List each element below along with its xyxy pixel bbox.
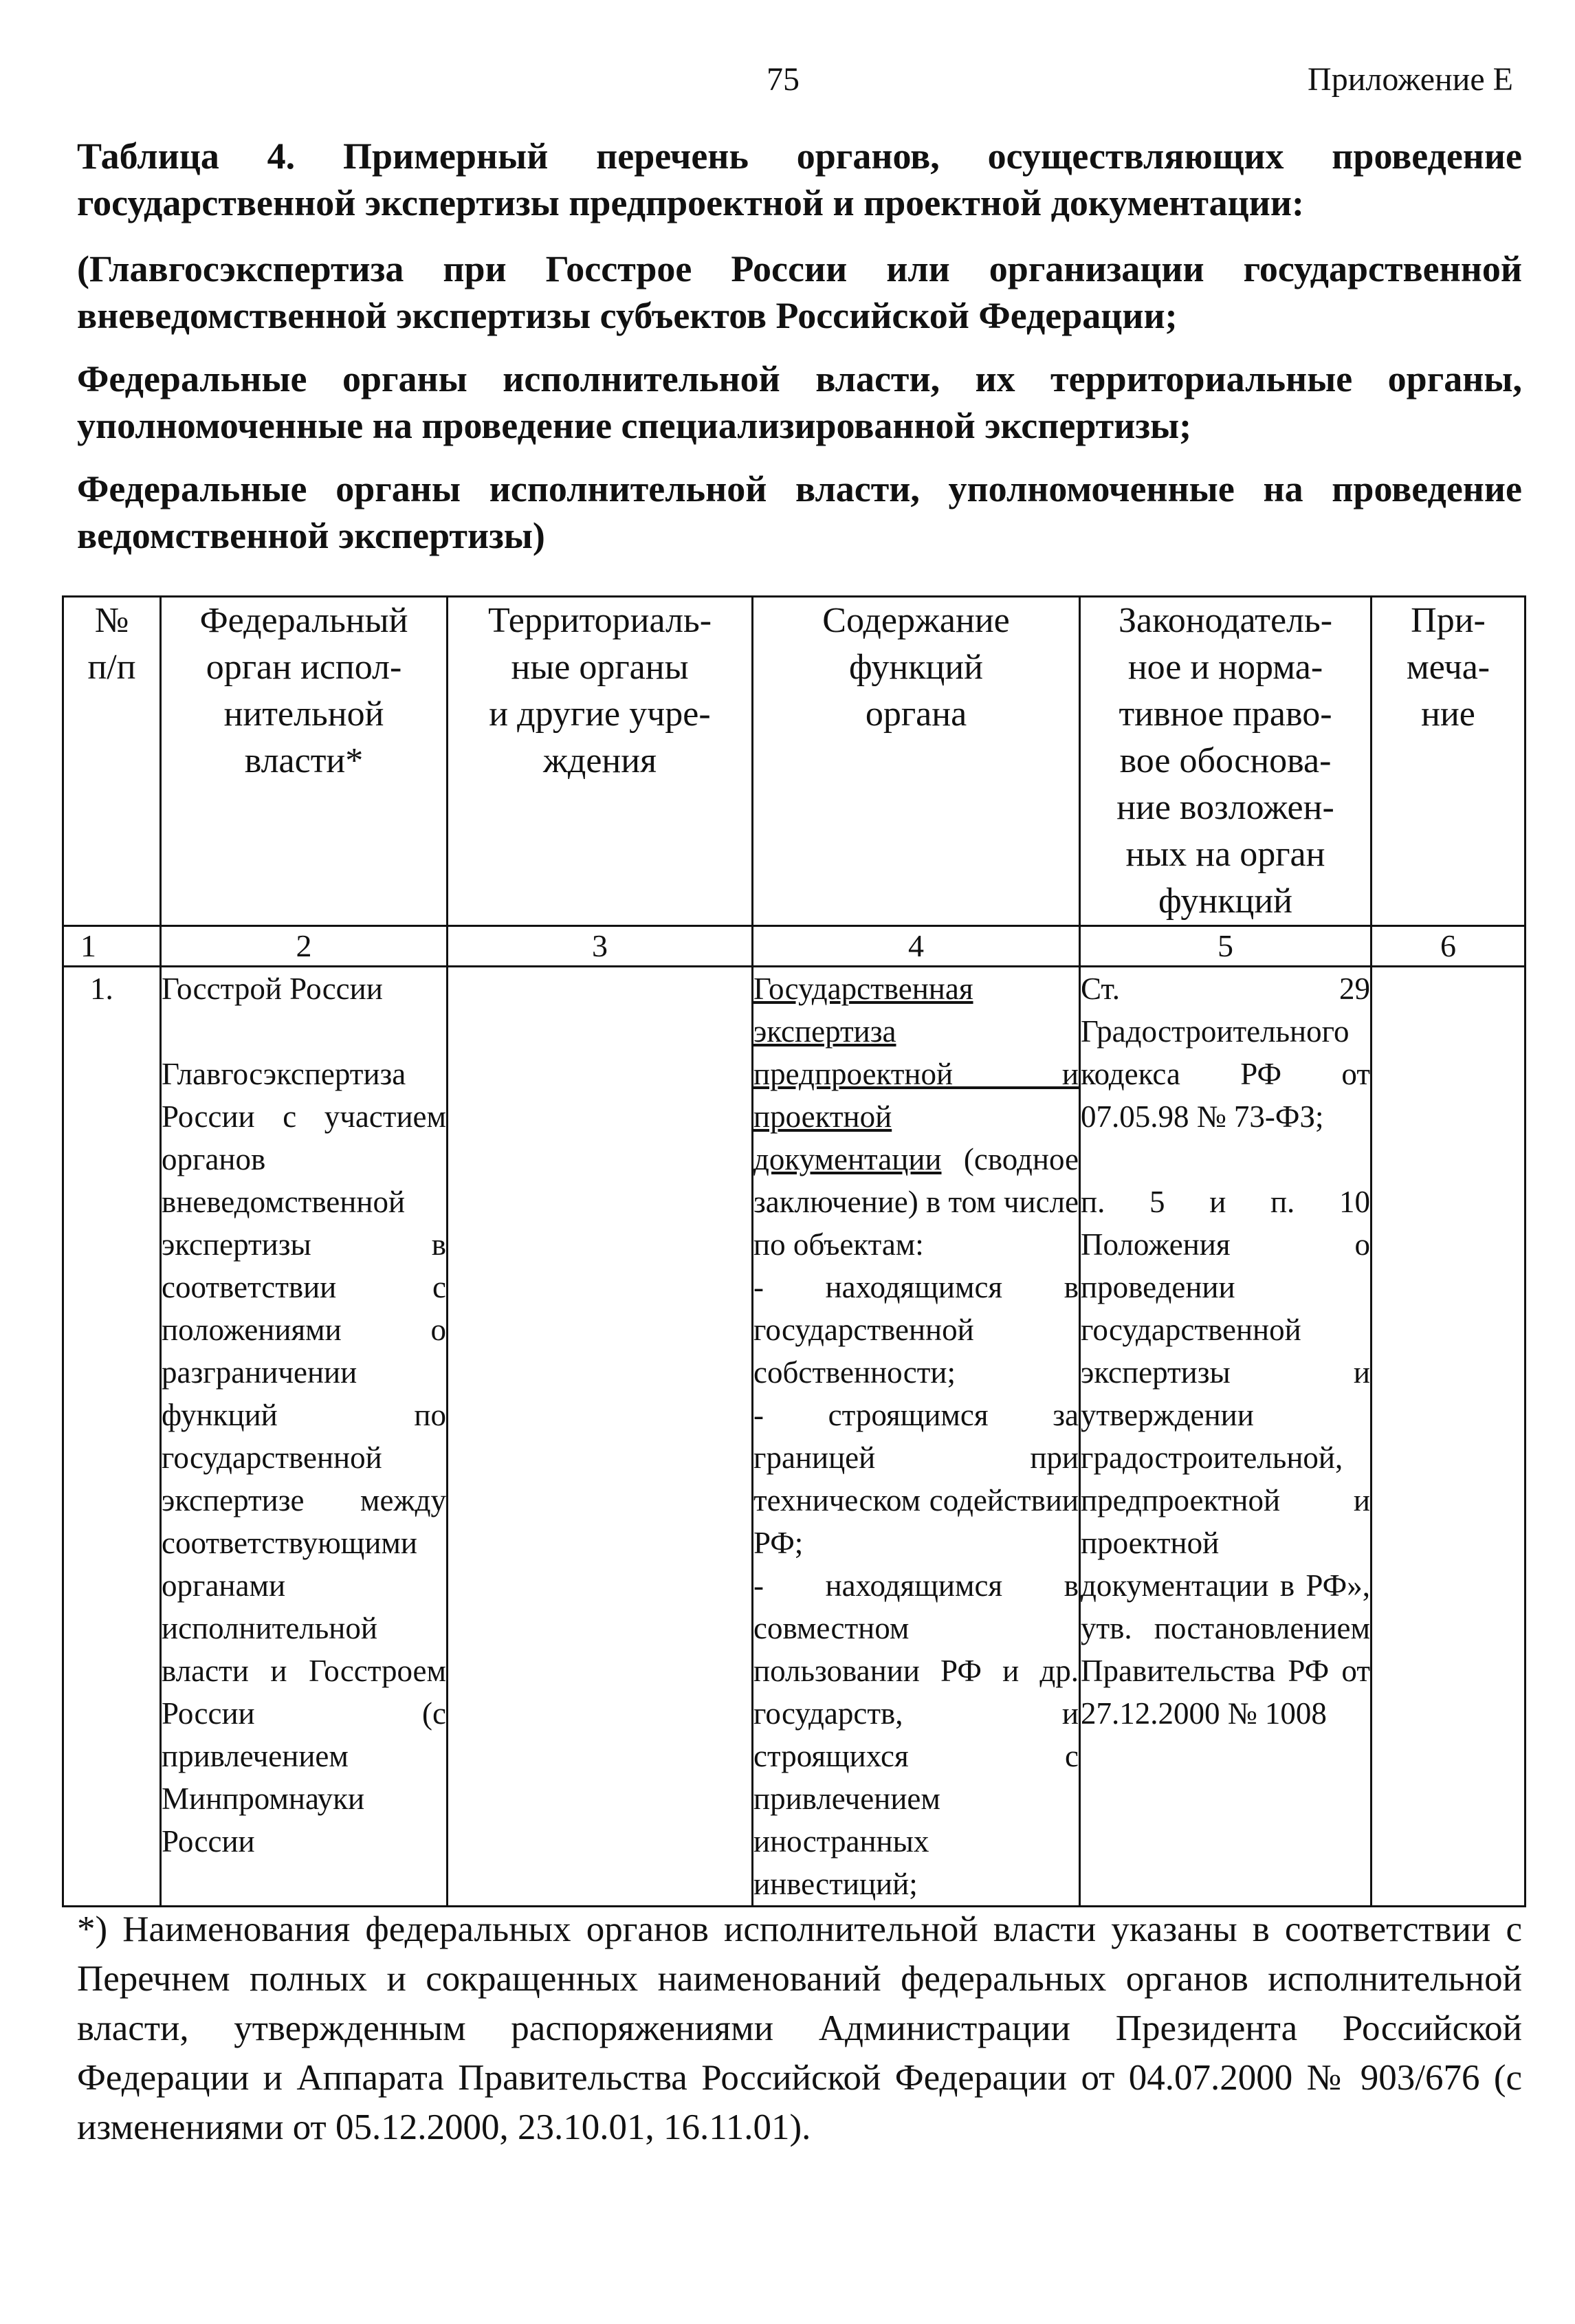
title-paragraph-2: Федеральные органы исполнительной власти, их территориальные органы, уполномоченные на проведение специализированной экспертизы; (77, 358, 1522, 446)
functions-underlined-text: Государственная экспертиза предпроектной и проектной документации (753, 972, 1079, 1176)
header-index: № п/п (63, 597, 161, 926)
column-number: 2 (161, 926, 448, 967)
column-number-row (63, 926, 1526, 967)
table-row (63, 967, 1526, 1907)
functions-text: (сводное заключение) в том числе по объектам: - находящимся в государственной собственности; - строящимся за границей при техническом содействии РФ; - находящимся в совместном пользовании РФ и др. государств, и строящихся с привлечением иностранных инвестиций; (753, 1142, 1079, 1901)
column-number: 4 (753, 926, 1080, 967)
footnote: *) Наименования федеральных органов исполнительной власти указаны в соответствии с Перечнем полных и сокращенных наименований федеральных органов исполнительной власти, утвержденным распоряжениями Администрации Президента Российской Федерации и Аппарата Правительства Российской Федерации от 04.07.2000 № 903/676 (с изменениями от 05.12.2000, 23.10.01, 16.11.01). (77, 1909, 1522, 2147)
functions-cell (753, 967, 1080, 1907)
row-index: 1. (63, 967, 161, 1907)
column-number: 5 (1080, 926, 1372, 967)
territorial-cell (448, 967, 753, 1907)
federal-organ-cell: Госстрой России Главгосэкспертиза России с участием органов вневедомственной экспертизы в соответствии с положениями о разграничении функций по государственной экспертизе между соответствующими органами исполнительной власти и Госстроем России (с привлечением Минпромнауки России (161, 967, 448, 1907)
legal-basis-cell: Ст. 29 Градостроительного кодекса РФ от 07.05.98 № 73-ФЗ; п. 5 и п. 10 Положения о проведении государственной экспертизы и утверждении градостроительной, предпроектной и проектной документации в РФ», утв. постановлением Правительства РФ от 27.12.2000 № 1008 (1080, 967, 1372, 1907)
column-number: 6 (1372, 926, 1526, 967)
header-functions: Содержание функций органа (753, 597, 1080, 926)
table-title-block (77, 133, 1522, 575)
column-number: 1 (63, 926, 161, 967)
header-legal-basis: Законодатель- ное и норма- тивное право- вое обоснова- ние возложен- ных на орган функций (1080, 597, 1372, 926)
title-paragraph-1: (Главгосэкспертиза при Госстрое России или организации государственной вневедомственной экспертизы субъектов Российской Федерации; (77, 248, 1522, 336)
organs-table (62, 595, 1526, 1907)
header-note: При- меча- ние (1372, 597, 1526, 926)
header-federal-organ: Федеральный орган испол- нительной власти* (161, 597, 448, 926)
note-cell (1372, 967, 1526, 1907)
column-number: 3 (448, 926, 753, 967)
table-header-row (63, 597, 1526, 926)
table-title: Таблица 4. Примерный перечень органов, осуществляющих проведение государственной экспертизы предпроектной и проектной документации: (77, 135, 1522, 223)
header-territorial-organs: Территориаль- ные органы и другие учре- ждения (448, 597, 753, 926)
title-paragraph-3: Федеральные органы исполнительной власти, уполномоченные на проведение ведомственной экспертизы) (77, 468, 1522, 556)
page-number: 75 (767, 61, 800, 98)
appendix-label: Приложение Е (1308, 61, 1513, 98)
